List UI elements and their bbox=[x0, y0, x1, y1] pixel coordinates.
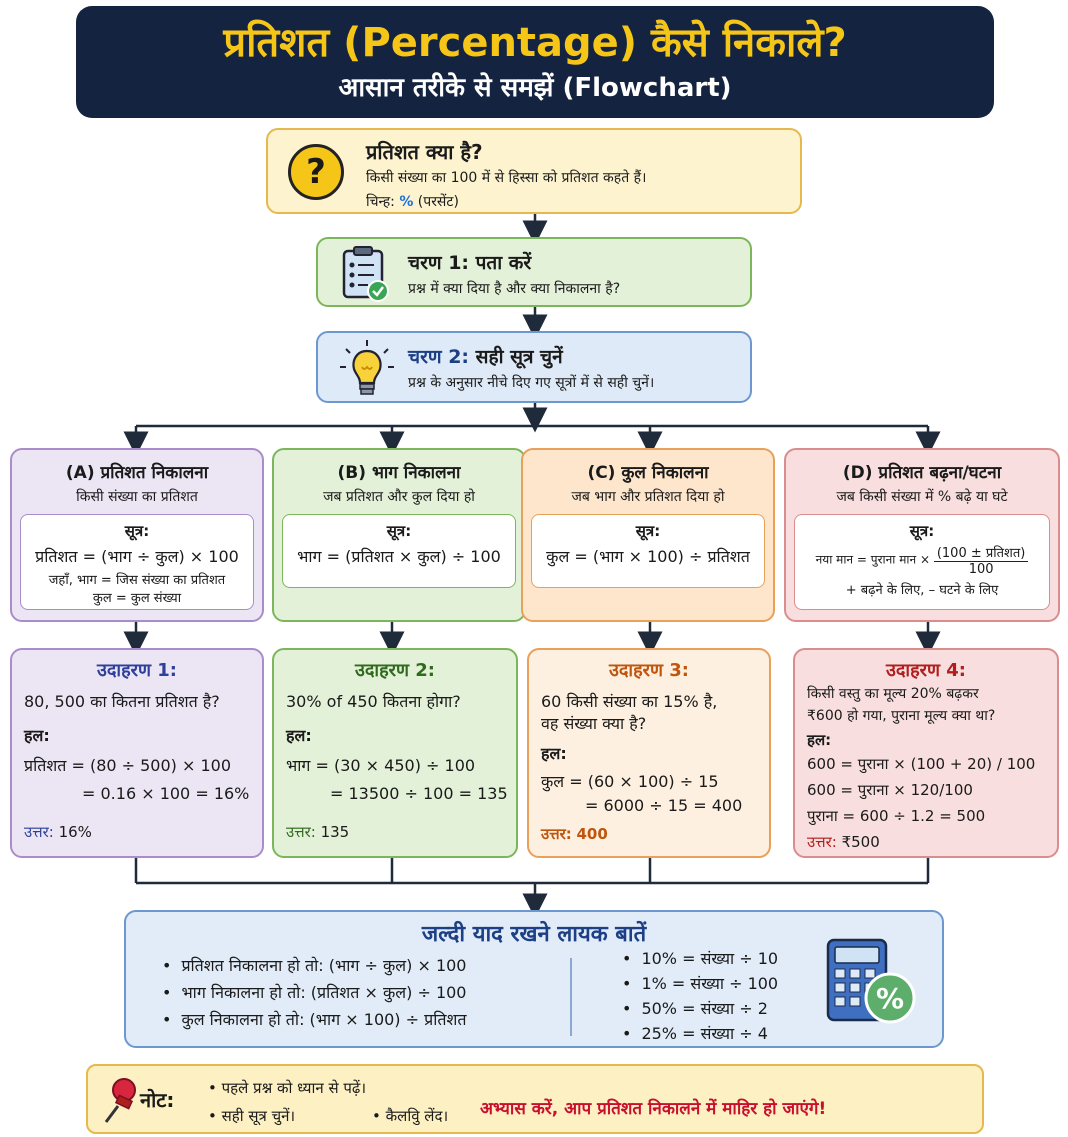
method-a-box bbox=[10, 448, 264, 622]
step-2-title bbox=[408, 343, 563, 369]
method-d-note: + बढ़ने के लिए, – घटने के लिए bbox=[845, 583, 999, 598]
formula-label: सूत्र: bbox=[909, 522, 935, 540]
method-d-title: (D) प्रतिशत बढ़ना/घटना bbox=[842, 463, 1002, 483]
answer-label: उत्तर: bbox=[286, 823, 316, 841]
method-b-formula-box bbox=[282, 514, 516, 588]
step-1-title: चरण 1: पता करें bbox=[408, 252, 532, 274]
example-3-step-2: = 6000 ÷ 15 = 400 bbox=[585, 796, 743, 815]
list-item: • 10% = संख्या ÷ 10 bbox=[622, 946, 778, 971]
formula-left: नया मान = पुराना मान × bbox=[815, 552, 931, 567]
symbol-label: चिन्ह: bbox=[366, 194, 395, 210]
note-banner bbox=[86, 1064, 984, 1134]
list-item: • 1% = संख्या ÷ 100 bbox=[622, 971, 778, 996]
method-a-note-1: जहाँ, भाग = जिस संख्या का प्रतिशत bbox=[48, 573, 226, 588]
method-a-subtitle: किसी संख्या का प्रतिशत bbox=[76, 489, 198, 505]
svg-text:%: % bbox=[875, 982, 905, 1015]
list-item: • 25% = संख्या ÷ 4 bbox=[622, 1021, 778, 1046]
method-b-box bbox=[272, 448, 526, 622]
step-2-box bbox=[316, 331, 752, 403]
list-item: • कुल निकालना हो तो: (भाग × 100) ÷ प्रतिशत bbox=[162, 1006, 467, 1033]
note-item-2: • सही सूत्र चुनें। bbox=[208, 1107, 296, 1125]
example-2-box bbox=[272, 648, 518, 858]
question-mark-icon: ? bbox=[288, 144, 344, 200]
example-2-answer bbox=[286, 822, 349, 842]
list-item: • प्रतिशत निकालना हो तो: (भाग ÷ कुल) × 100 bbox=[162, 952, 467, 979]
clipboard-check-icon bbox=[338, 245, 392, 303]
example-2-step-1: भाग = (30 × 450) ÷ 100 bbox=[286, 756, 476, 775]
calculator-percent-icon bbox=[824, 936, 920, 1028]
example-1-step-2: = 0.16 × 100 = 16% bbox=[82, 784, 250, 803]
example-2-question: 30% of 450 कितना होगा? bbox=[286, 692, 461, 711]
answer-label: उत्तर: bbox=[24, 823, 54, 841]
header-banner bbox=[76, 6, 994, 118]
method-a-formula-box bbox=[20, 514, 254, 610]
formula-fraction bbox=[934, 543, 1029, 577]
answer-value: 135 bbox=[320, 823, 350, 841]
note-item-1-text: पहले प्रश्न को ध्यान से पढ़ें। bbox=[221, 1079, 367, 1097]
lightbulb-icon bbox=[338, 339, 396, 399]
example-2-title: उदाहरण 2: bbox=[354, 660, 435, 681]
method-a-title: (A) प्रतिशत निकालना bbox=[65, 463, 209, 483]
step-1-box bbox=[316, 237, 752, 307]
list-item: • 50% = संख्या ÷ 2 bbox=[622, 996, 778, 1021]
example-3-question-2: वह संख्या क्या है? bbox=[541, 714, 647, 733]
example-4-answer bbox=[807, 832, 880, 852]
example-3-title: उदाहरण 3: bbox=[608, 660, 689, 681]
example-2-step-2: = 13500 ÷ 100 = 135 bbox=[330, 784, 508, 803]
symbol-note: (परसेंट) bbox=[417, 194, 459, 210]
method-c-formula-box bbox=[531, 514, 765, 588]
method-c-title: (C) कुल निकालना bbox=[587, 463, 709, 483]
method-a-formula: प्रतिशत = (भाग ÷ कुल) × 100 bbox=[35, 547, 239, 566]
step-2-heading: सही सूत्र चुनें bbox=[469, 346, 563, 368]
example-3-answer bbox=[541, 824, 608, 844]
intro-box bbox=[266, 128, 802, 214]
solution-label: हल: bbox=[541, 744, 567, 763]
formula-label: सूत्र: bbox=[386, 522, 412, 540]
fraction-numerator: (100 ± प्रतिशत) bbox=[934, 543, 1029, 562]
example-4-step-2: 600 = पुराना × 120/100 bbox=[807, 781, 973, 799]
answer-value: 400 bbox=[576, 825, 608, 843]
method-c-box bbox=[521, 448, 775, 622]
answer-label: उत्तर: bbox=[807, 833, 837, 851]
note-item-3: • कैलवुि लेंद। bbox=[372, 1107, 449, 1125]
answer-value: 16% bbox=[58, 823, 92, 841]
summary-divider bbox=[570, 958, 572, 1036]
example-3-question-1: 60 किसी संख्या का 15% है, bbox=[541, 692, 718, 711]
step-2-label: चरण 2: bbox=[408, 346, 470, 368]
quick-tips-box bbox=[124, 910, 944, 1048]
method-c-formula: कुल = (भाग × 100) ÷ प्रतिशत bbox=[546, 547, 750, 566]
pushpin-icon bbox=[100, 1076, 140, 1126]
method-d-formula-box bbox=[794, 514, 1050, 610]
example-4-step-1: 600 = पुराना × (100 + 20) / 100 bbox=[807, 755, 1036, 773]
intro-definition: किसी संख्या का 100 में से हिस्सा को प्रतिशत कहते हैं। bbox=[366, 170, 647, 186]
solution-label: हल: bbox=[807, 731, 832, 749]
solution-label: हल: bbox=[24, 726, 50, 745]
list-item: • भाग निकालना हो तो: (प्रतिशत × कुल) ÷ 100 bbox=[162, 979, 467, 1006]
method-d-box bbox=[784, 448, 1060, 622]
intro-title: प्रतिशत क्या है? bbox=[366, 140, 483, 164]
example-4-title: उदाहरण 4: bbox=[885, 660, 966, 681]
note-item-1: • पहले प्रश्न को ध्यान से पढ़ें। bbox=[208, 1079, 367, 1097]
formula-label: सूत्र: bbox=[635, 522, 661, 540]
note-item-2-text: सही सूत्र चुनें। bbox=[221, 1107, 296, 1125]
example-1-step-1: प्रतिशत = (80 ÷ 500) × 100 bbox=[24, 756, 232, 775]
step-1-text: प्रश्न में क्या दिया है और क्या निकालना है? bbox=[408, 281, 621, 297]
example-1-answer bbox=[24, 822, 92, 842]
answer-value: ₹500 bbox=[841, 833, 880, 851]
fraction-denominator: 100 bbox=[968, 562, 994, 577]
example-4-question-1: किसी वस्तु का मूल्य 20% बढ़कर bbox=[807, 686, 979, 702]
note-label: नोट: bbox=[140, 1088, 175, 1112]
example-1-title: उदाहरण 1: bbox=[96, 660, 177, 681]
example-4-step-3: पुराना = 600 ÷ 1.2 = 500 bbox=[807, 807, 986, 825]
method-d-formula bbox=[795, 543, 1049, 577]
method-b-title: (B) भाग निकालना bbox=[337, 463, 461, 483]
note-item-3-text: कैलवुि लेंद। bbox=[385, 1107, 449, 1125]
shortcut-tips-list bbox=[622, 946, 778, 1046]
example-4-question-2: ₹600 हो गया, पुराना मूल्य क्या था? bbox=[807, 708, 996, 724]
formula-tips-list bbox=[162, 952, 467, 1033]
page-subtitle: आसान तरीके से समझें (Flowchart) bbox=[338, 73, 732, 103]
example-1-box bbox=[10, 648, 264, 858]
example-3-box bbox=[527, 648, 771, 858]
example-1-question: 80, 500 का कितना प्रतिशत है? bbox=[24, 692, 220, 711]
quick-tips-title: जल्दी याद रखने लायक बातें bbox=[421, 922, 647, 947]
step-2-text: प्रश्न के अनुसार नीचे दिए गए सूत्रों में से सही चुनें। bbox=[408, 375, 655, 391]
example-4-box bbox=[793, 648, 1059, 858]
method-c-subtitle: जब भाग और प्रतिशत दिया हो bbox=[571, 489, 725, 505]
example-3-step-1: कुल = (60 × 100) ÷ 15 bbox=[541, 772, 719, 791]
answer-label: उत्तर: bbox=[541, 825, 572, 843]
intro-symbol-line bbox=[366, 192, 459, 211]
solution-label: हल: bbox=[286, 726, 312, 745]
method-d-subtitle: जब किसी संख्या में % बढ़े या घटे bbox=[836, 489, 1008, 505]
page-title: प्रतिशत (Percentage) कैसे निकाले? bbox=[223, 20, 847, 66]
formula-label: सूत्र: bbox=[124, 522, 150, 540]
method-b-formula: भाग = (प्रतिशत × कुल) ÷ 100 bbox=[297, 547, 501, 566]
method-a-note-2: कुल = कुल संख्या bbox=[92, 591, 182, 606]
note-motivation: अभ्यास करें, आप प्रतिशत निकालने में माहिर हो जाएंगे! bbox=[480, 1099, 827, 1119]
percent-symbol: % bbox=[399, 194, 414, 210]
method-b-subtitle: जब प्रतिशत और कुल दिया हो bbox=[323, 489, 475, 505]
method-a-note bbox=[21, 571, 253, 607]
